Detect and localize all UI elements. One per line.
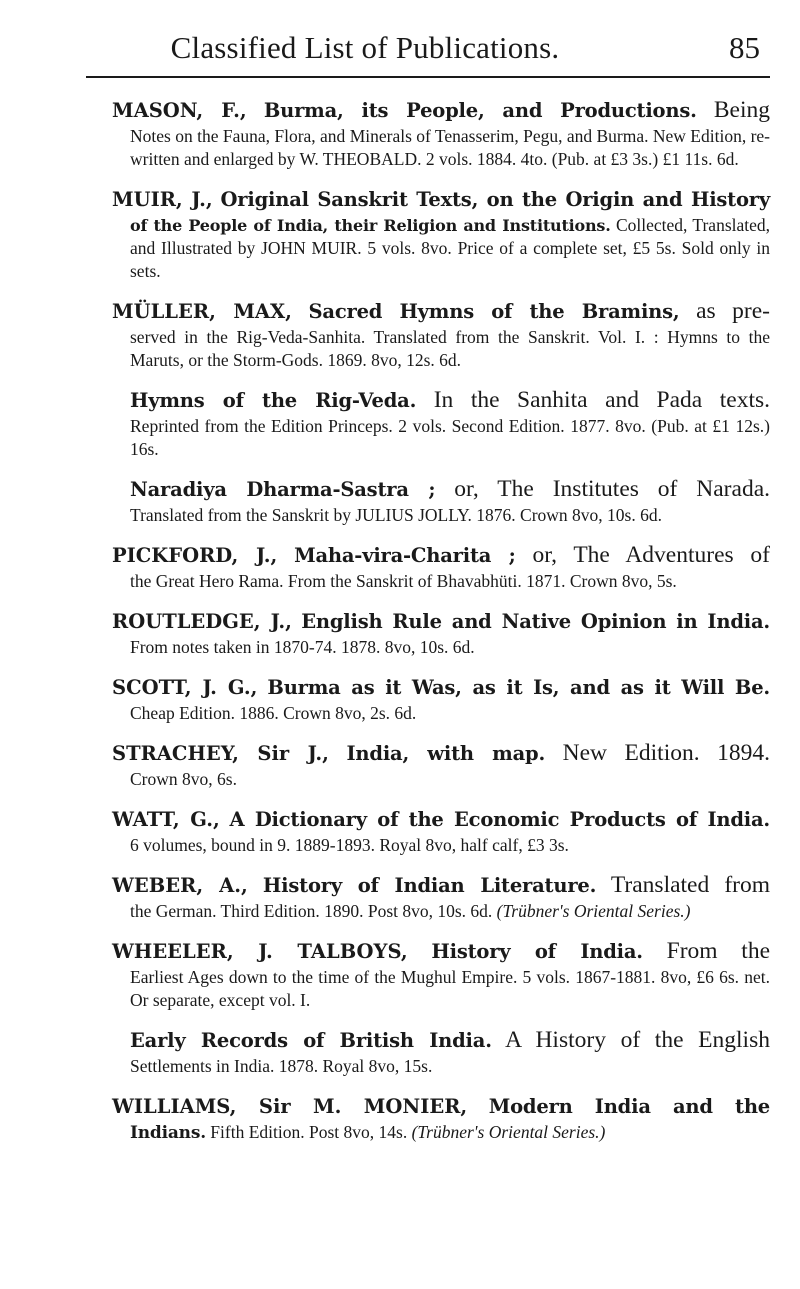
header-rule [86,76,770,78]
entry-description: Settlements in India. 1878. Royal 8vo, 15s. [130,1056,433,1076]
entry-title-continuation: From the [666,938,771,964]
entry-description: Notes on the Fauna, Flora, and Minerals of Tenasserim, Pegu, and Burma. New Edition, re-written and enlarged by W. THEOBALD. 2 vols. 1884. 4to. (Pub. at £3 3s.) £1 11s. 6d. [130,126,770,169]
entry-description: the Great Hero Rama. From the Sanskrit of Bhavabhüti. 1871. Crown 8vo, 5s. [130,571,677,591]
entry-author: SCOTT, J. G., [112,676,258,699]
entry-author: ROUTLEDGE, J., [112,610,292,633]
list-item [112,185,770,283]
entry-description: served in the Rig-Veda-Sanhita. Translated from the Sanskrit. Vol. I. : Hymns to the Maruts, or the Storm-Gods. 1869. 8vo, 12s. 6d. [130,327,770,370]
entry-title: Burma as it Was, as it Is, and as it Will Be. [267,676,770,699]
list-item [112,386,770,461]
list-item [112,1092,770,1145]
list-item [112,739,770,791]
entry-title: Sacred Hymns of the Bramins, [308,300,680,323]
entry-author: PICKFORD, J., [112,544,278,567]
list-item [112,297,770,372]
entry-title-continuation: as pre- [696,298,771,324]
entry-title: Modern India and the [488,1095,771,1118]
entry-title: History of Indian Literature. [262,874,597,897]
entry-title-continuation: A History of the English [505,1027,770,1053]
entry-author: STRACHEY, Sir J., [112,742,329,765]
entry-title: Burma, its People, and Productions. [263,99,697,122]
entry-title-continuation: New Edition. 1894. [562,740,771,766]
entry-description: the German. Third Edition. 1890. Post 8vo, 10s. 6d. [130,901,493,921]
list-item [112,475,770,527]
entry-title: Original Sanskrit Texts, on the Origin and History [220,188,770,211]
entry-author: WATT, G., [112,808,220,831]
list-item [112,805,770,857]
list-item [112,96,770,171]
entry-description: Cheap Edition. 1886. Crown 8vo, 2s. 6d. [130,703,417,723]
entry-title: Early Records of British India. [130,1029,492,1052]
entry-title: Naradiya Dharma-Sastra ; [130,478,436,501]
entry-author: WILLIAMS, Sir M. MONIER, [112,1095,468,1118]
entry-description: Translated from the Sanskrit by JULIUS JOLLY. 1876. Crown 8vo, 10s. 6d. [130,505,662,525]
entry-series: (Trübner's Oriental Series.) [411,1122,606,1142]
entry-title-continuation: Being [713,97,771,123]
list-item [112,673,770,725]
page-number: 85 [729,30,760,65]
entry-description: Earliest Ages down to the time of the Mughul Empire. 5 vols. 1867-1881. 8vo, £6 6s. net. Or separate, except vol. I. [130,967,770,1010]
entry-title-continuation: In the Sanhita and Pada texts. [433,387,770,413]
list-item [112,1026,770,1078]
entry-title-continuation: of the People of India, their Religion and Institutions. [130,216,611,235]
publication-list [112,96,770,1159]
entry-author: MUIR, J., [112,188,213,211]
entry-author: WEBER, A., [112,874,248,897]
list-item [112,541,770,593]
list-item [112,607,770,659]
entry-description: Reprinted from the Edition Princeps. 2 vols. Second Edition. 1877. 8vo. (Pub. at £1 12s.) 16s. [130,416,770,459]
list-item [112,937,770,1012]
entry-title: Hymns of the Rig-Veda. [130,389,417,412]
entry-description: Fifth Edition. Post 8vo, 14s. [210,1122,408,1142]
entry-description: From notes taken in 1870-74. 1878. 8vo, 10s. 6d. [130,637,475,657]
entry-title: India, with map. [346,742,546,765]
running-title: Classified List of Publications. [170,30,560,65]
entry-author: MASON, F., [112,99,247,122]
entry-title-continuation: Translated from [610,872,771,898]
entry-author: MÜLLER, MAX, [112,300,292,323]
entry-description: Collected, Translated, and Illustrated by JOHN MUIR. 5 vols. 8vo. Price of a complete set, £5 5s. Sold only in sets. [130,215,771,281]
list-item [112,871,770,923]
entry-title: English Rule and Native Opinion in India. [301,610,771,633]
entry-title-continuation: or, The Adventures of [532,542,771,568]
entry-title: A Dictionary of the Economic Products of India. [229,808,771,831]
entry-title-continuation: Indians. [130,1123,206,1143]
entry-title-continuation: or, The Institutes of Narada. [454,476,770,502]
running-head [0,26,800,74]
entry-description: 6 volumes, bound in 9. 1889-1893. Royal 8vo, half calf, £3 3s. [130,835,569,855]
entry-title: History of India. [431,940,643,963]
entry-description: Crown 8vo, 6s. [130,769,237,789]
entry-author: WHEELER, J. TALBOYS, [112,940,408,963]
entry-title: Maha-vira-Charita ; [294,544,516,567]
entry-series: (Trübner's Oriental Series.) [496,901,691,921]
